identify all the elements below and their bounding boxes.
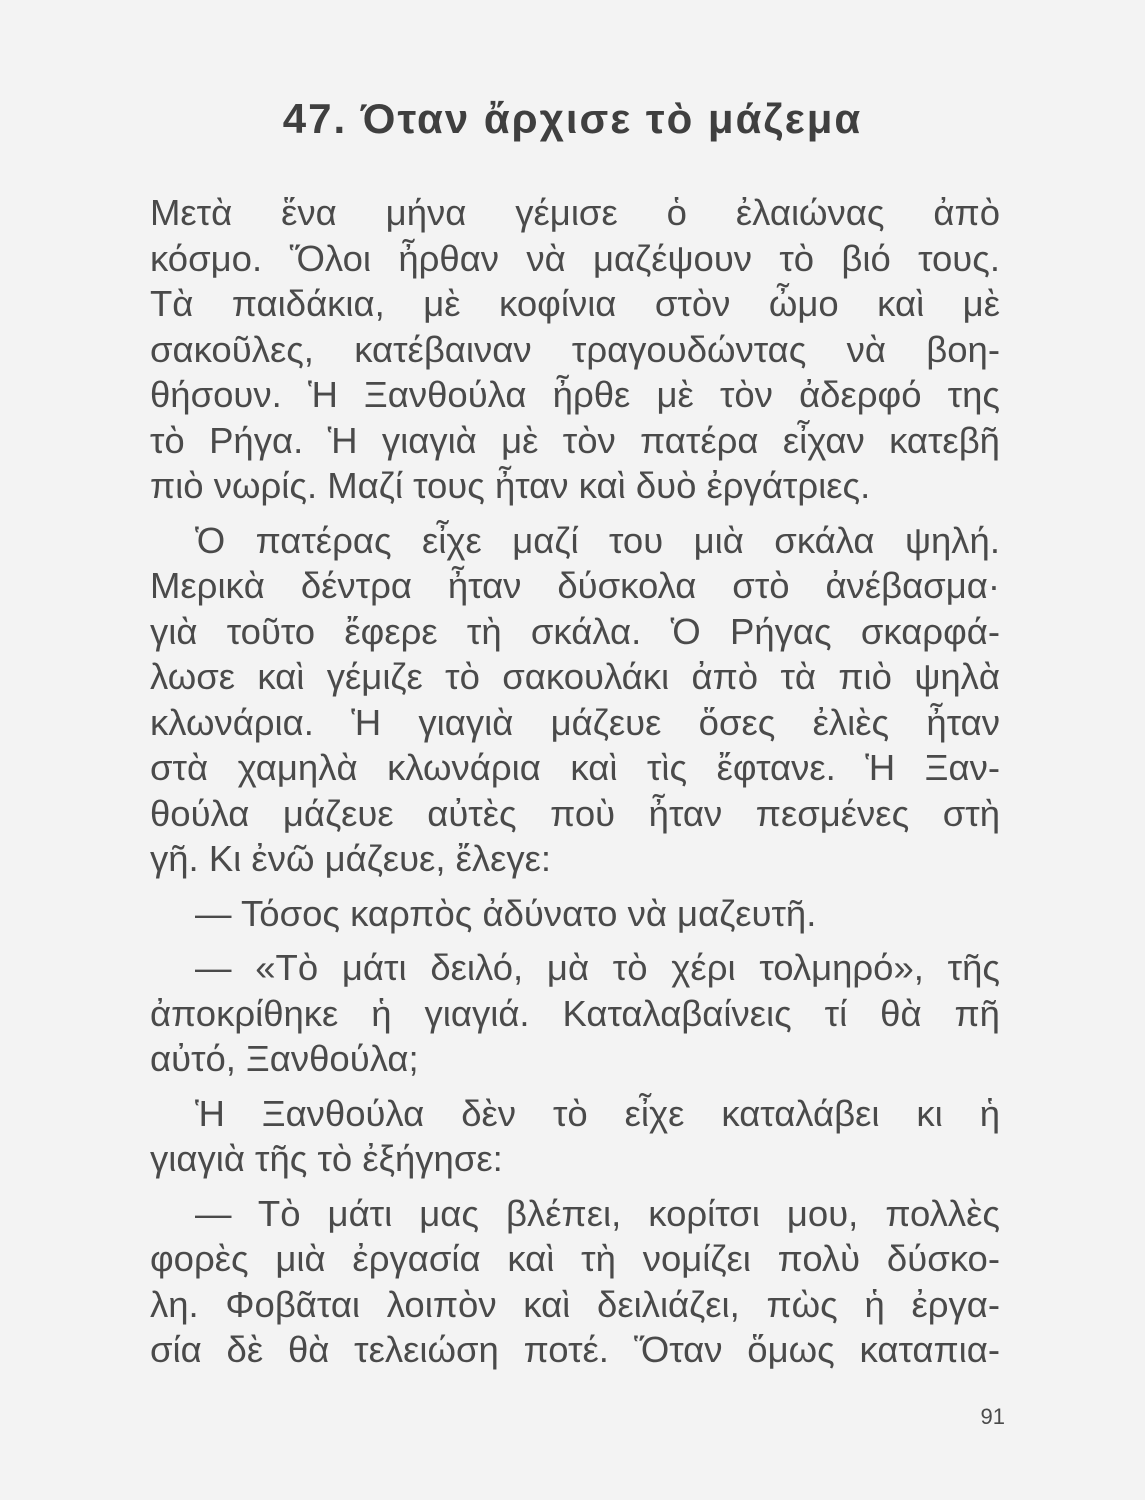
dialogue-line: — Τὸ μάτι μας βλέπει, κορίτσι μου, πολλὲς (195, 1192, 1000, 1234)
text-line: λωσε καὶ γέμιζε τὸ σακουλάκι ἀπὸ τὰ πιὸ ψηλὰ (150, 656, 1000, 697)
text-line: γιαγιὰ τῆς τὸ ἐξήγησε: (150, 1138, 503, 1179)
text-line: Μετὰ ἕνα μήνα γέμισε ὁ ἐλαιώνας ἀπὸ (150, 192, 1000, 233)
text-line: πιὸ νωρίς. Μαζί τους ἦταν καὶ δυὸ ἐργάτριες. (150, 465, 871, 506)
dialogue-line: — Τόσος καρπὸς ἀδύνατο νὰ μαζευτῆ. (195, 892, 817, 934)
text-line: ἀποκρίθηκε ἡ γιαγιά. Καταλαβαίνεις τί θὰ πῆ (150, 992, 1000, 1034)
text-line: Ὁ πατέρας εἶχε μαζί του μιὰ σκάλα ψηλή. (195, 519, 1000, 561)
text-line: λη. Φοβᾶται λοιπὸν καὶ δειλιάζει, πὼς ἡ ἐργα- (150, 1283, 1000, 1325)
page-number: 91 (980, 1404, 1005, 1429)
text-line: κλωνάρια. Ἡ γιαγιὰ μάζευε ὅσες ἐλιὲς ἦταν (150, 701, 1000, 743)
text-line: γιὰ τοῦτο ἔφερε τὴ σκάλα. Ὁ Ρήγας σκαρφά- (150, 610, 1000, 652)
text-line: Τὰ παιδάκια, μὲ κοφίνια στὸν ὦμο καὶ μὲ (150, 283, 1000, 324)
text-line: στὰ χαμηλὰ κλωνάρια καὶ τὶς ἔφτανε. Ἡ Ξαν- (150, 747, 1000, 788)
text-line: φορὲς μιὰ ἐργασία καὶ τὴ νομίζει πολὺ δύσκο- (150, 1238, 1000, 1279)
text-line: Ἡ Ξανθούλα δὲν τὸ εἶχε καταλάβει κι ἡ (195, 1092, 1000, 1134)
text-line: τὸ Ρήγα. Ἡ γιαγιὰ μὲ τὸν πατέρα εἶχαν κατεβῆ (150, 419, 1000, 461)
text-line: Μερικὰ δέντρα ἦταν δύσκολα στὸ ἀνέβασμα· (150, 565, 1000, 606)
text-line: θήσουν. Ἡ Ξανθούλα ἦρθε μὲ τὸν ἀδερφό της (150, 374, 1000, 415)
text-line: κόσμο. Ὅλοι ἦρθαν νὰ μαζέψουν τὸ βιό τους. (150, 237, 1000, 279)
text-line: γῆ. Κι ἐνῶ μάζευε, ἔλεγε: (150, 838, 552, 879)
text-line: θούλα μάζευε αὐτὲς ποὺ ἦταν πεσμένες στὴ (150, 792, 1000, 834)
dialogue-line: — «Τὸ μάτι δειλό, μὰ τὸ χέρι τολμηρό», τῆς (195, 947, 1000, 988)
chapter-body (150, 190, 1000, 1373)
text-line: σακοῦλες, κατέβαιναν τραγουδώντας νὰ βοη- (150, 328, 1000, 370)
text-line: σία δὲ θὰ τελειώση ποτέ. Ὅταν ὅμως καταπια- (150, 1329, 1000, 1370)
text-line: αὐτό, Ξανθούλα; (150, 1038, 419, 1079)
chapter-title: 47. Όταν ἄρχισε τὸ μάζεμα (282, 95, 863, 142)
